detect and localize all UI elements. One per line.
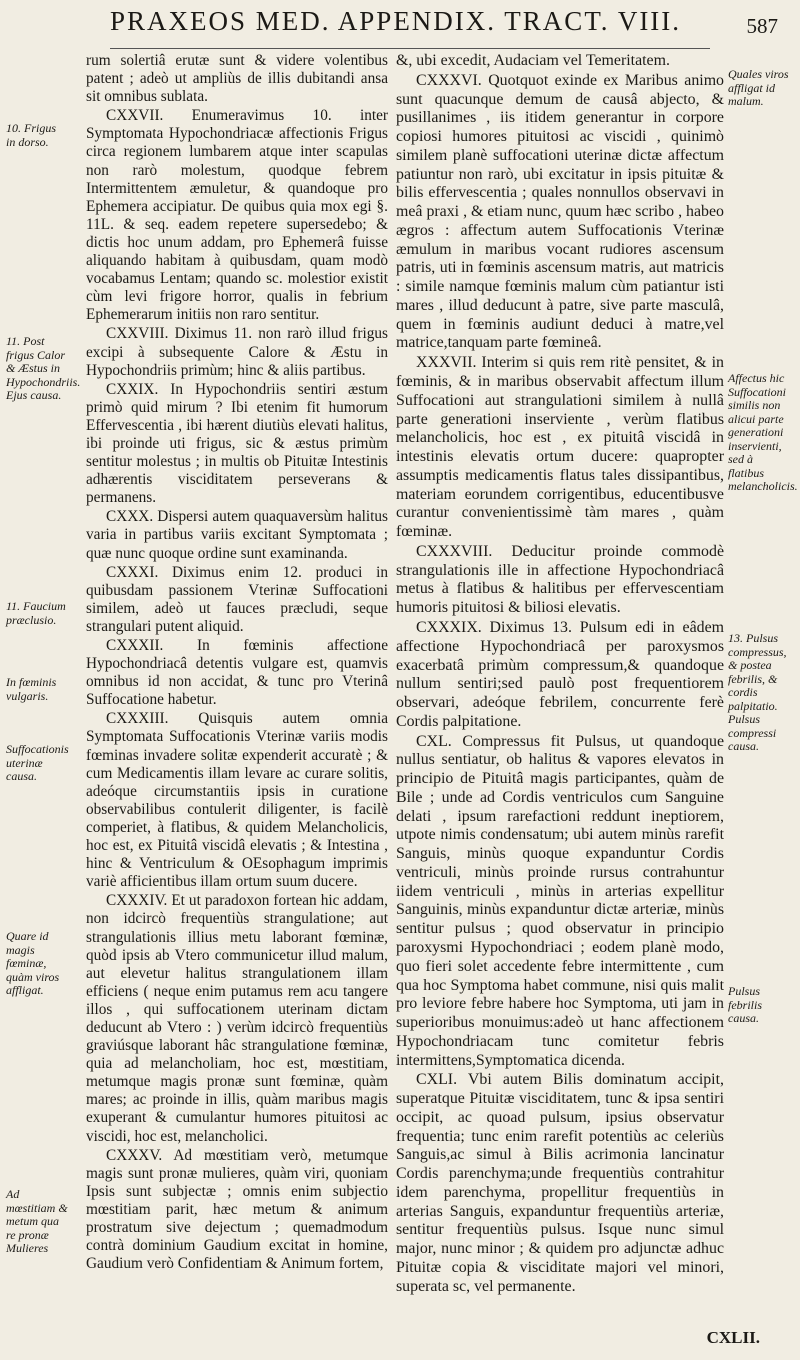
- paragraph: CXXXIV. Et ut paradoxon fortean hic addam, non idcircò frequentiùs strangulatione; aut strangulationis illius metu laborant fœminæ, quòd ipsis ab Vtero communicetur illud malum, aut elevetur halitus strangulationem illam efficiens ( neque enim putamus rem acu tangere illos , qui suffocationem uterinam dictam deducunt ab Vtero : ) verùm idcircò frequentiùs graviúsque laborant hâc strangulatione fœminæ, quia ad melancholiam, hoc est, mœstitiam, metumque magis pronæ sunt fœminæ, quàm mares; ac proinde in illis, quàm maribus magis exuperant & cumulantur humores pituitosi ac viscidi, hoc est, melancholici.: [86, 892, 388, 1145]
- margin-note: Quare id magis fœminæ, quàm viros affligat.: [6, 929, 60, 997]
- margin-note: 13. Pulsus compressus, & postea febrilis, & cordis palpitatio. Pulsus compressi causa.: [728, 631, 787, 753]
- paragraph: CXXXI. Diximus enim 12. produci in quibusdam passionem Vterinæ Suffocationi similem, adeò ut fauces præcludi, seque strangulari putent aliquid.: [86, 563, 388, 635]
- right-margin: [728, 0, 796, 1360]
- catchword: CXLII.: [706, 1328, 760, 1347]
- margin-note: Ad mœstitiam & metum qua re pronæ Mulieres: [6, 1187, 68, 1255]
- paragraph: CXXVIII. Diximus 11. non rarò illud frigus excipi à subsequente Calore & Æstu in Hypochondriis primùm; hinc & aliis partibus.: [86, 325, 388, 379]
- page-number: 587: [746, 14, 778, 38]
- paragraph: CXXXIX. Diximus 13. Pulsum edi in eâdem affectione Hypochondriacâ per paroxysmos exacerbatâ primùm compressum,& quandoque nullum sentiri;sed paulò post frequentiorem observari, adeóque febrilem, concurrente ferè Cordis palpitatione.: [396, 618, 724, 730]
- paragraph: CXXX. Dispersi autem quaquaversùm halitus varia in partibus variis excitant Symptomata ; quæ nunc quoque ordine sunt examinanda.: [86, 508, 388, 562]
- margin-note: 10. Frigus in dorso.: [6, 121, 57, 149]
- margin-note: 11. Post frigus Calor & Æstus in Hypochondriis. Ejus causa.: [6, 334, 81, 402]
- paragraph: rum solertiâ erutæ sunt & videre volentibus patent ; adeò ut ampliùs de illis dubitandi ansa sit omnibus sublata.: [86, 52, 388, 106]
- left-margin: [6, 0, 81, 1360]
- paragraph: CXXXVIII. Deducitur proinde commodè strangulationis ille in affectione Hypochondriacâ metus à flatibus & halitibus per effervescentiam humoris pituitosi & biliosi elevatis.: [396, 542, 724, 617]
- paragraph: CXLI. Vbi autem Bilis dominatum accipit, superatque Pituitæ visciditatem, tunc & ipsa sentiri occipit, ac quoad pulsum, ipsius observatur frequentia; tunc enim rarefit potentiùs ac celeriùs Sanguis,ac simul à Bilis acrimonia lancinatur Cordis parenchyma;unde frequentiùs contrahitur idem parenchyma, propellitur frequentiùs in arterias Sanguis, expanduntur frequentiùs arteriæ, sentitur frequentiùs pulsus. Isque nunc simul major, nunc minor ; & quidem pro adjunctæ adhuc Pituitæ copia & visciditate majori vel minori, superata sc, vel permanente.: [396, 1071, 724, 1295]
- paragraph: CXXXVI. Quotquot exinde ex Maribus animo sunt quacunque demum de causâ abjecto, & pusillanimes , iis itidem generantur in corpore copiosi humores pituitosi ac viscidi , quinimò similem planè suffocationi uterinæ dictæ affectum patiuntur non rarò, ubi excitatur in ipsis pituitæ & bilis effervescentia ; quales nonnullos observavi in meâ praxi , & etiam nunc, quum hæc scribo , habeo ægros : affectum autem Suffocationis Vterinæ æmulum in maribus vocant rudiores ascensum patris, uti in fœminis ascensum matris, aut matricis : simile namque fœminis malum cùm patiantur isti mares , illud deducunt à patre, sive parte masculâ, quem in fœminis audiunt deduci à matre,vel matrice,tanquam parte fœmineâ.: [396, 71, 724, 352]
- paragraph: CXXIX. In Hypochondriis sentiri æstum primò quid mirum ? Ibi etenim fit humorum Effervescentia , ibi hærent diutiùs elevati halitus, ibi proinde uti frigus, sic & æstus primùm sentitur molestus ; in multis ob Pituitæ Intestinis adhærentis visciditatem perseverans & permanens.: [86, 380, 388, 507]
- paragraph: XXXVII. Interim si quis rem ritè pensitet, & in fœminis, & in maribus observabit affectum illum Suffocationi aut strangulationi similem à nullâ parte generationi inserviente , verùm flatibus melancholicis, hoc est , ex pituitâ viscidâ in intestinis elevatis ortum ducere: quapropter assumptis medicamentis flatus tales dissipantibus, materiam eorundem corrigentibus, educentibusve curantur convenientissimè tàm mares , quàm fœminæ.: [396, 354, 724, 541]
- paragraph: &, ubi excedit, Audaciam vel Temeritatem.: [396, 52, 670, 69]
- page-title: PRAXEOS MED. APPENDIX. TRACT. VIII.: [110, 6, 682, 36]
- left-column: [86, 52, 388, 1273]
- paragraph: CXXXII. In fœminis affectione Hypochondriacâ detentis vulgare est, quamvis omnibus id non accidat, & tunc pro Vterinâ Suffocatione habetur.: [86, 637, 388, 709]
- paragraph: CXXXIII. Quisquis autem omnia Symptomata Suffocationis Vterinæ variis modis fœminas invadere solitæ expenderit accuratè ; & cum Medicamentis illam levare ac curare solitis, adeóque circumstantiis ipsis in curatione observabilibus contulerit diligenter, is facilè comperiet, à flatibus, & quidem Melancholicis, hoc est, ex Pituitâ viscidâ elevatis ; & Intestina , hinc & Ventriculum & OEsophagum imprimis variè afficientibus illam ortum suum ducere.: [86, 710, 388, 891]
- paragraph: CXXVII. Enumeravimus 10. inter Symptomata Hypochondriacæ affectionis Frigus circa regionem lumbarem atque inter scapulas non rarò molestum, quodque febrem Intermittentem æmuletur, & quandoque pro Ephemera accipiatur. De quibus quia mox egi §. 11L. & seq. eadem repetere supersedebo; & dictis hoc unum addam, pro Ephemerâ fuisse aliquando habitam à quibusdam, quam modò vocabamus Lentam; quando sc. molestior existit cùm levi frigore horror, qualis in febrium Ephemerarum initiis non raro sentitur.: [86, 107, 388, 324]
- margin-note: Quales viros affligat id malum.: [728, 67, 789, 108]
- right-column: [396, 52, 724, 1297]
- margin-note: Suffocationis uterinæ causa.: [6, 742, 69, 783]
- margin-note: Pulsus febrilis causa.: [728, 984, 763, 1025]
- running-header: [110, 6, 710, 49]
- margin-note: In fœminis vulgaris.: [6, 675, 57, 703]
- margin-note: 11. Faucium præclusio.: [6, 599, 66, 627]
- margin-note: Affectus hic Suffocationi similis non alicui parte generationi inservienti, sed à flatibus melancholicis.: [728, 371, 798, 493]
- paragraph: CXL. Compressus fit Pulsus, ut quandoque nullus sentiatur, ob halitus & vapores elevatos in principio de Pituitâ magis participantes, quàm de Bile ; unde ad Cordis ventriculos cum Sanguine delati , ipsum rarefactioni reddunt ineptiorem, utpote nimis condensatum; ubi autem minùs rarefit Sanguis, minùs quoque expanduntur Cordis ventriculi, minùs proinde rursus contrahuntur iidem ventriculi , minùs in arterias expellitur Sanguinis, minùs expanduntur dictæ arteriæ, minùs sentitur pulsus ; quod observatur in principio paroxysmi Hypochondriaci ; eodem planè modo, quo fieri solet accedente febre intermittente , cum qua hoc Symptoma habet commune, nisi quis malit pro leviore febre habere hoc Symptoma, uti jam in superioribus monuimus:adeò ut hanc affectionem Hypochondriacam tunc comitetur febris intermittens,Symptomatica dicenda.: [396, 732, 724, 1069]
- paragraph: CXXXV. Ad mœstitiam verò, metumque magis sunt pronæ mulieres, quàm viri, quoniam Ipsis sunt subjectæ ; omnis enim subjectio mœstitiam parit, hæc metum & animum prostratum sive dejectum ; quemadmodum contrà dominium Gaudium excitat in homine, Gaudium verò Confidentiam & Animum fortem,: [86, 1146, 388, 1273]
